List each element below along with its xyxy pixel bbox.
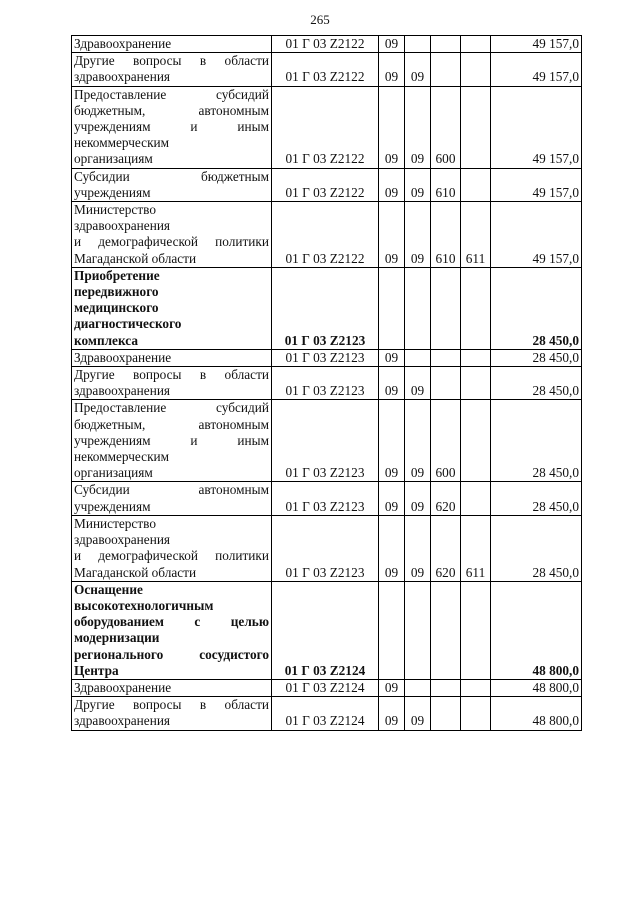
target-article-code: 01 Г 03 Z2122 xyxy=(272,36,379,53)
row-name-line: и демографической политики xyxy=(74,548,269,564)
subtype-code xyxy=(461,36,491,53)
table-row xyxy=(72,679,582,696)
section-code: 09 xyxy=(379,400,405,482)
row-name-line: Здравоохранение xyxy=(74,679,172,695)
target-article-code: 01 Г 03 Z2123 xyxy=(272,367,379,400)
expense-type-code xyxy=(431,267,461,349)
table-row xyxy=(72,202,582,268)
row-name-line: Центра xyxy=(74,662,119,678)
row-name-line: здравоохранения xyxy=(74,69,171,85)
subsection-code: 09 xyxy=(405,482,431,515)
row-name-line: регионального сосудистого xyxy=(74,646,269,662)
amount: 49 157,0 xyxy=(491,36,582,53)
amount: 28 450,0 xyxy=(491,267,582,349)
row-name-line: Здравоохранение xyxy=(74,36,172,51)
section-code: 09 xyxy=(379,86,405,168)
amount: 28 450,0 xyxy=(491,400,582,482)
subtype-code xyxy=(461,349,491,366)
amount: 48 800,0 xyxy=(491,697,582,730)
row-name-line: оборудованием с целью xyxy=(74,614,269,630)
subsection-code: 09 xyxy=(405,53,431,86)
row-name-line: некоммерческим xyxy=(74,135,170,151)
target-article-code: 01 Г 03 Z2122 xyxy=(272,53,379,86)
row-name xyxy=(72,267,272,349)
table-row xyxy=(72,482,582,515)
row-name-line: Магаданской области xyxy=(74,564,197,580)
table-row xyxy=(72,367,582,400)
row-name-line: бюджетным, автономным xyxy=(74,416,269,432)
subsection-code: 09 xyxy=(405,202,431,268)
subsection-code xyxy=(405,581,431,679)
page-number: 265 xyxy=(310,12,330,27)
subtype-code: 611 xyxy=(461,202,491,268)
row-name-line: передвижного xyxy=(74,284,159,300)
subsection-code: 09 xyxy=(405,400,431,482)
target-article-code: 01 Г 03 Z2124 xyxy=(272,581,379,679)
expense-type-code xyxy=(431,697,461,730)
expense-type-code xyxy=(431,581,461,679)
table-row xyxy=(72,267,582,349)
row-name-line: здравоохранения xyxy=(74,713,171,729)
target-article-code: 01 Г 03 Z2123 xyxy=(272,515,379,581)
section-code: 09 xyxy=(379,679,405,696)
subsection-code xyxy=(405,679,431,696)
amount: 49 157,0 xyxy=(491,53,582,86)
target-article-code: 01 Г 03 Z2122 xyxy=(272,202,379,268)
target-article-code: 01 Г 03 Z2124 xyxy=(272,697,379,730)
expense-type-code xyxy=(431,36,461,53)
row-name-line: здравоохранения xyxy=(74,383,171,399)
section-code: 09 xyxy=(379,53,405,86)
expense-type-code: 600 xyxy=(431,86,461,168)
row-name-line: Магаданской области xyxy=(74,250,197,266)
subsection-code: 09 xyxy=(405,168,431,201)
row-name xyxy=(72,36,272,53)
expense-type-code xyxy=(431,349,461,366)
table-row xyxy=(72,349,582,366)
row-name-line: Другие вопросы в области xyxy=(74,53,269,69)
subtype-code xyxy=(461,168,491,201)
row-name-line: некоммерческим xyxy=(74,449,170,465)
expense-type-code xyxy=(431,679,461,696)
section-code: 09 xyxy=(379,367,405,400)
row-name xyxy=(72,349,272,366)
subsection-code: 09 xyxy=(405,86,431,168)
section-code: 09 xyxy=(379,482,405,515)
row-name-line: Приобретение xyxy=(74,267,160,283)
row-name-line: бюджетным, автономным xyxy=(74,102,269,118)
section-code: 09 xyxy=(379,349,405,366)
table-row xyxy=(72,515,582,581)
subsection-code: 09 xyxy=(405,515,431,581)
expense-type-code: 600 xyxy=(431,400,461,482)
amount: 49 157,0 xyxy=(491,168,582,201)
subtype-code xyxy=(461,679,491,696)
target-article-code: 01 Г 03 Z2123 xyxy=(272,267,379,349)
row-name-line: организациям xyxy=(74,151,153,167)
table-row xyxy=(72,168,582,201)
row-name xyxy=(72,86,272,168)
subtype-code xyxy=(461,86,491,168)
row-name xyxy=(72,53,272,86)
row-name-line: Предоставление субсидий xyxy=(74,400,269,416)
row-name xyxy=(72,400,272,482)
row-name-line: учреждениям и иным xyxy=(74,119,269,135)
subtype-code xyxy=(461,400,491,482)
expense-type-code xyxy=(431,53,461,86)
row-name-line: Другие вопросы в области xyxy=(74,697,269,713)
section-code xyxy=(379,267,405,349)
table-row xyxy=(72,400,582,482)
target-article-code: 01 Г 03 Z2123 xyxy=(272,400,379,482)
subtype-code xyxy=(461,53,491,86)
table-row xyxy=(72,86,582,168)
target-article-code: 01 Г 03 Z2123 xyxy=(272,482,379,515)
row-name-line: комплекса xyxy=(74,332,139,348)
table-row xyxy=(72,581,582,679)
subtype-code xyxy=(461,267,491,349)
subtype-code: 611 xyxy=(461,515,491,581)
target-article-code: 01 Г 03 Z2122 xyxy=(272,168,379,201)
row-name-line: высокотехнологичным xyxy=(74,597,214,613)
section-code: 09 xyxy=(379,697,405,730)
subtype-code xyxy=(461,482,491,515)
row-name-line: модернизации xyxy=(74,630,160,646)
row-name xyxy=(72,482,272,515)
expense-type-code xyxy=(431,367,461,400)
table-row xyxy=(72,697,582,730)
table-row xyxy=(72,36,582,53)
amount: 28 450,0 xyxy=(491,482,582,515)
row-name-line: Министерство xyxy=(74,202,156,218)
expense-type-code: 620 xyxy=(431,482,461,515)
row-name-line: здравоохранения xyxy=(74,218,171,234)
row-name-line: учреждениям xyxy=(74,184,151,200)
target-article-code: 01 Г 03 Z2123 xyxy=(272,349,379,366)
section-code: 09 xyxy=(379,168,405,201)
table-row xyxy=(72,53,582,86)
target-article-code: 01 Г 03 Z2122 xyxy=(272,86,379,168)
amount: 28 450,0 xyxy=(491,349,582,366)
row-name xyxy=(72,367,272,400)
row-name-line: учреждениям xyxy=(74,498,151,514)
expense-type-code: 610 xyxy=(431,168,461,201)
amount: 28 450,0 xyxy=(491,515,582,581)
subtype-code xyxy=(461,697,491,730)
row-name-line: диагностического xyxy=(74,316,182,332)
expense-type-code: 610 xyxy=(431,202,461,268)
row-name xyxy=(72,202,272,268)
row-name-line: Оснащение xyxy=(74,581,143,597)
row-name-line: здравоохранения xyxy=(74,532,171,548)
amount: 48 800,0 xyxy=(491,679,582,696)
row-name-line: Другие вопросы в области xyxy=(74,367,269,383)
row-name-line: и демографической политики xyxy=(74,234,269,250)
section-code: 09 xyxy=(379,515,405,581)
amount: 48 800,0 xyxy=(491,581,582,679)
budget-table xyxy=(71,35,582,731)
row-name xyxy=(72,581,272,679)
row-name xyxy=(72,168,272,201)
row-name-line: Субсидии бюджетным xyxy=(74,168,269,184)
subtype-code xyxy=(461,581,491,679)
row-name-line: медицинского xyxy=(74,300,159,316)
amount: 49 157,0 xyxy=(491,86,582,168)
subsection-code xyxy=(405,349,431,366)
amount: 49 157,0 xyxy=(491,202,582,268)
subsection-code: 09 xyxy=(405,367,431,400)
row-name-line: учреждениям и иным xyxy=(74,432,269,448)
subtype-code xyxy=(461,367,491,400)
target-article-code: 01 Г 03 Z2124 xyxy=(272,679,379,696)
row-name xyxy=(72,515,272,581)
subsection-code xyxy=(405,267,431,349)
row-name-line: Предоставление субсидий xyxy=(74,86,269,102)
expense-type-code: 620 xyxy=(431,515,461,581)
amount: 28 450,0 xyxy=(491,367,582,400)
row-name-line: Здравоохранение xyxy=(74,349,172,365)
subsection-code xyxy=(405,36,431,53)
section-code: 09 xyxy=(379,36,405,53)
row-name-line: Субсидии автономным xyxy=(74,482,269,498)
row-name xyxy=(72,697,272,730)
section-code: 09 xyxy=(379,202,405,268)
section-code xyxy=(379,581,405,679)
row-name-line: Министерство xyxy=(74,515,156,531)
row-name-line: организациям xyxy=(74,465,153,481)
row-name xyxy=(72,679,272,696)
subsection-code: 09 xyxy=(405,697,431,730)
